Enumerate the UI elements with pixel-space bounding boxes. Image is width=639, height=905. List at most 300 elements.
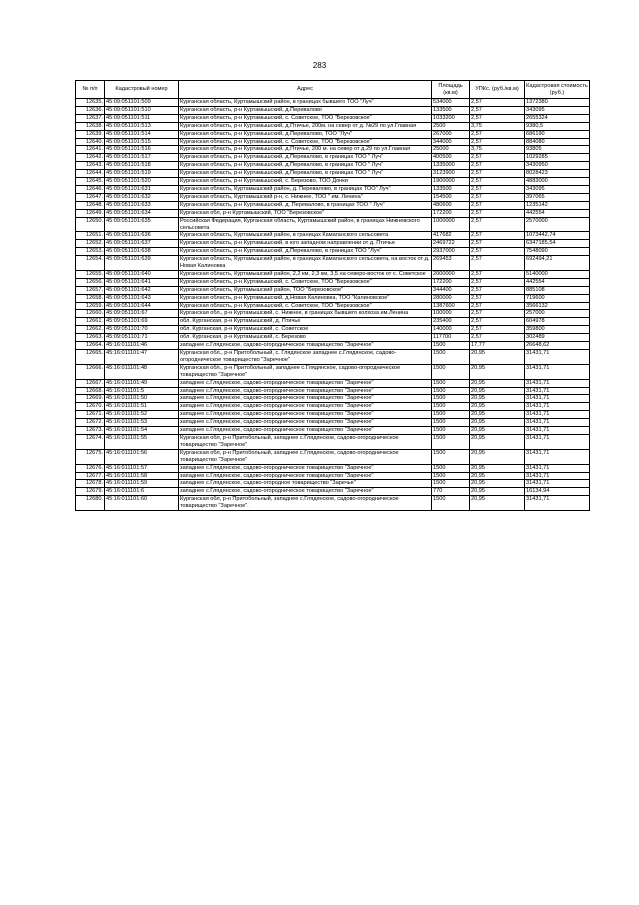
table-row (76, 326, 590, 334)
cell-upks: 20,95 (470, 411, 525, 419)
cell-address: Курганская обл., р-н Притобольный, с. Глядянское западнее с.Глядянское, садово-огородническое товарищество "Заречное" (179, 350, 432, 365)
cell-area: 1000000 (432, 217, 470, 232)
cell-cadastral-number: 45:16:011101:49 (105, 379, 179, 387)
cell-cadastral-number: 45:16:011101:46 (105, 342, 179, 350)
cell-upks: 17,77 (470, 342, 525, 350)
cadastral-table (75, 80, 590, 511)
cell-num: 12651. (76, 232, 105, 240)
cell-upks: 2,57 (470, 162, 525, 170)
table-row (76, 427, 590, 435)
header-address: Адрес (179, 81, 432, 99)
cell-area: 133500 (432, 106, 470, 114)
table-row (76, 464, 590, 472)
cell-cadastral-number: 45:09:051101:631 (105, 185, 179, 193)
cell-address: Курганская область, р-н Куртамышский, д.Птичье, 200м. на север от д. №29 по ул.Главная (179, 122, 432, 130)
cell-upks: 2,57 (470, 209, 525, 217)
cell-address: Курганская область, Куртамышский район, 2,2 км, 2,3 км, 3,5 на северо-восток от с. Советское (179, 270, 432, 278)
cell-upks: 2,57 (470, 326, 525, 334)
table-row (76, 170, 590, 178)
cell-upks: 20,95 (470, 364, 525, 379)
cell-area: 1500 (432, 403, 470, 411)
cell-address: обл. Курганская, р-н Куртамышский, с. Советское (179, 326, 432, 334)
cell-address: Курганская область, р-н Куртамышский, с. Советское, ТОО "Березовское" (179, 278, 432, 286)
cell-cadastral-cost: 31431,71 (525, 411, 590, 419)
cell-address: западнее с.Глядянское, садово-огородническое товарищество "Заречное" (179, 379, 432, 387)
cell-num: 12678. (76, 480, 105, 488)
cell-cadastral-number: 45:09:051101:517 (105, 154, 179, 162)
cell-cadastral-cost: 686190 (525, 130, 590, 138)
cell-num: 12645. (76, 178, 105, 186)
cell-num: 12659. (76, 302, 105, 310)
cell-area: 172200 (432, 209, 470, 217)
cell-upks: 2,57 (470, 130, 525, 138)
cell-cadastral-number: 45:09:051101:642 (105, 286, 179, 294)
cell-cadastral-cost: 302489 (525, 334, 590, 342)
cell-area: 2469722 (432, 240, 470, 248)
cell-cadastral-number: 45:16:011101:55 (105, 434, 179, 449)
cell-cadastral-cost: 31431,71 (525, 496, 590, 511)
cell-address: Курганская обл, р-н Куртамышский, ТОО "Березовское" (179, 209, 432, 217)
table-row (76, 434, 590, 449)
cell-cadastral-number: 45:16:011101:50 (105, 395, 179, 403)
cell-num: 12672. (76, 419, 105, 427)
cell-cadastral-number: 45:16:011101:48 (105, 364, 179, 379)
cell-area: 344400 (432, 286, 470, 294)
cell-cadastral-number: 45:16:011101:60 (105, 496, 179, 511)
cell-cadastral-number: 45:16:011101:54 (105, 427, 179, 435)
cell-cadastral-cost: 26648,62 (525, 342, 590, 350)
table-row (76, 232, 590, 240)
cell-cadastral-number: 45:16:011101:51 (105, 403, 179, 411)
table-row (76, 138, 590, 146)
cell-area: 1387600 (432, 302, 470, 310)
cell-cadastral-cost: 3566132 (525, 302, 590, 310)
cell-address: западнее с.Глядянское, садово-огородническое товарищество "Заречное" (179, 411, 432, 419)
cell-num: 12638. (76, 122, 105, 130)
cell-cadastral-number: 45:16:011101:5 (105, 387, 179, 395)
cell-area: 2500 (432, 122, 470, 130)
cell-num: 12642. (76, 154, 105, 162)
table-row (76, 178, 590, 186)
table-row (76, 114, 590, 122)
cell-upks: 2,57 (470, 278, 525, 286)
table-row (76, 240, 590, 248)
cell-cadastral-cost: 343095 (525, 185, 590, 193)
cell-num: 12680. (76, 496, 105, 511)
cell-num: 12655. (76, 270, 105, 278)
cell-area: 1500 (432, 419, 470, 427)
cell-cadastral-number: 45:09:051101:632 (105, 193, 179, 201)
cell-address: Курганская область, р-н Куртамышский, д.Перевалово, ТОО "Луч" (179, 130, 432, 138)
header-cadastral-number: Кадастровый номер (105, 81, 179, 99)
cell-num: 12670. (76, 403, 105, 411)
cell-address: обл. Курганская, р-н Куртамышский, с. Березово (179, 334, 432, 342)
cell-cadastral-number: 45:16:011101:57 (105, 464, 179, 472)
cell-address: западнее с.Глядянское, садово-огородническое товарищество "Заречное" (179, 427, 432, 435)
cell-num: 12653. (76, 248, 105, 256)
cell-cadastral-cost: 7548090 (525, 248, 590, 256)
cell-num: 12658. (76, 294, 105, 302)
cell-num: 12677. (76, 472, 105, 480)
cell-cadastral-cost: 31431,71 (525, 419, 590, 427)
table-row (76, 449, 590, 464)
cell-address: Курганская область, р-н Куртамышский, д.Новая Калиновка, ТОО "Калиновское" (179, 294, 432, 302)
cell-area: 1500 (432, 387, 470, 395)
cell-area: 1900000 (432, 178, 470, 186)
cell-address: западнее с.Глядянское, садово-огородническое товарищество "Заречное" (179, 403, 432, 411)
cell-address: Курганская область, р-н Куртамышский, д.Перевалово, в границах ТОО " Луч" (179, 162, 432, 170)
table-row (76, 122, 590, 130)
cell-cadastral-cost: 719600 (525, 294, 590, 302)
table-row (76, 286, 590, 294)
table-row (76, 395, 590, 403)
cell-cadastral-number: 45:16:011101:53 (105, 419, 179, 427)
cell-cadastral-number: 45:09:051101:635 (105, 217, 179, 232)
cell-upks: 2,57 (470, 138, 525, 146)
cell-address: Курганская область, Куртамышский р-н, с. Нижнее, ТОО " им. Ленина" (179, 193, 432, 201)
cell-upks: 2,57 (470, 256, 525, 271)
cell-upks: 20,95 (470, 427, 525, 435)
cell-upks: 2,57 (470, 302, 525, 310)
cell-cadastral-cost: 257000 (525, 310, 590, 318)
table-row (76, 302, 590, 310)
cell-address: Курганская область, Куртамышский район, в границах бывшего ТОО "Луч" (179, 99, 432, 107)
table-row (76, 334, 590, 342)
cell-area: 3123900 (432, 170, 470, 178)
cell-cadastral-number: 45:09:051101:633 (105, 201, 179, 209)
cell-cadastral-number: 45:09:051101:519 (105, 170, 179, 178)
cell-upks: 2,57 (470, 248, 525, 256)
cell-address: Курганская обл, р-н Притобольный, западнее с.Глядянское, садово-огородническое товарищество "Заречное". (179, 496, 432, 511)
cell-cadastral-number: 45:09:051101:641 (105, 278, 179, 286)
cell-upks: 20,95 (470, 488, 525, 496)
cell-num: 12660. (76, 310, 105, 318)
cell-area: 1033200 (432, 114, 470, 122)
table-row (76, 278, 590, 286)
cell-cadastral-cost: 2655324 (525, 114, 590, 122)
cell-address: западнее с.Глядянское, садово-огородническое товарищество "Заречное" (179, 342, 432, 350)
table-row (76, 130, 590, 138)
cell-num: 12676. (76, 464, 105, 472)
cell-area: 1500 (432, 472, 470, 480)
cell-upks: 2,57 (470, 232, 525, 240)
cell-num: 12647. (76, 193, 105, 201)
cell-num: 12661. (76, 318, 105, 326)
cell-address: Курганская область, р-н Куртамышский, с. Советское, ТОО "Березовское" (179, 138, 432, 146)
cell-area: 770 (432, 488, 470, 496)
cell-num: 12654. (76, 256, 105, 271)
cell-cadastral-cost: 31431,71 (525, 449, 590, 464)
cell-cadastral-cost: 2570000 (525, 217, 590, 232)
cell-upks: 2,57 (470, 99, 525, 107)
cell-address: Курганская область, р-н Куртамышский, с. Советское, ТОО "Березовское" (179, 302, 432, 310)
cell-address: Курганская область, р-н Куртамышский, д.Птичье, 200 м. на север от д.29 по ул.Главная (179, 146, 432, 154)
cell-upks: 2,57 (470, 114, 525, 122)
cell-cadastral-number: 45:09:051101:634 (105, 209, 179, 217)
cell-num: 12637. (76, 114, 105, 122)
cell-cadastral-cost: 359800 (525, 326, 590, 334)
cell-upks: 20,95 (470, 480, 525, 488)
cell-cadastral-number: 45:09:051101:639 (105, 256, 179, 271)
cell-cadastral-number: 45:16:011101:59 (105, 480, 179, 488)
cell-address: Курганская область, р-н Куртамышский, в юго западном направлении от д. Птичье (179, 240, 432, 248)
cell-area: 1500 (432, 364, 470, 379)
cell-num: 12649. (76, 209, 105, 217)
cell-cadastral-number: 45:09:051101:636 (105, 232, 179, 240)
cell-upks: 2,57 (470, 294, 525, 302)
cell-area: 1500 (432, 449, 470, 464)
cell-cadastral-number: 45:16:011101:56 (105, 449, 179, 464)
cell-cadastral-number: 45:09:051101:643 (105, 294, 179, 302)
cell-area: 140000 (432, 326, 470, 334)
cell-cadastral-cost: 604978 (525, 318, 590, 326)
cell-upks: 2,57 (470, 154, 525, 162)
cell-area: 417682 (432, 232, 470, 240)
cell-num: 12639. (76, 130, 105, 138)
cell-cadastral-number: 45:09:051101:71 (105, 334, 179, 342)
cell-cadastral-cost: 31431,71 (525, 350, 590, 365)
cell-upks: 3,75 (470, 122, 525, 130)
table-row (76, 472, 590, 480)
cell-cadastral-number: 45:09:051101:644 (105, 302, 179, 310)
header-num: № п/п (76, 81, 105, 99)
table-row (76, 193, 590, 201)
cell-cadastral-number: 45:16:011101:58 (105, 472, 179, 480)
cell-upks: 2,57 (470, 318, 525, 326)
table-row (76, 154, 590, 162)
table-row (76, 201, 590, 209)
cell-area: 534000 (432, 99, 470, 107)
table-row (76, 106, 590, 114)
table-row (76, 379, 590, 387)
cell-cadastral-number: 45:09:051101:637 (105, 240, 179, 248)
cell-cadastral-number: 45:09:051101:638 (105, 248, 179, 256)
cell-address: Курганская обл, р-н Притобольный, западнее с.Глядянское, садово-огородническое товарищество "Заречное" (179, 434, 432, 449)
cell-cadastral-cost: 3430950 (525, 162, 590, 170)
cell-cadastral-cost: 1372380 (525, 99, 590, 107)
cell-upks: 2,57 (470, 286, 525, 294)
cell-area: 1500 (432, 350, 470, 365)
cell-cadastral-cost: 31431,71 (525, 395, 590, 403)
cell-upks: 20,95 (470, 449, 525, 464)
cell-area: 117700 (432, 334, 470, 342)
cell-cadastral-cost: 343095 (525, 106, 590, 114)
cell-address: западнее с.Глядянское, садово-огородное товарищество "Заречье" (179, 480, 432, 488)
cell-area: 1500 (432, 411, 470, 419)
table-row (76, 411, 590, 419)
cell-address: Курганская область, р-н Куртамышский, д.Перевалово, в границах ТОО "Луч" (179, 248, 432, 256)
header-area: Площадь (кв.м) (432, 81, 470, 99)
cell-num: 12663. (76, 334, 105, 342)
cell-cadastral-cost: 1073442,74 (525, 232, 590, 240)
cell-cadastral-cost: 31431,71 (525, 379, 590, 387)
table-row (76, 256, 590, 271)
cell-address: Курганская обл, р-н Притобольный, западнее с.Глядянское, садово-огородническое товарищество "Заречное" (179, 449, 432, 464)
cell-cadastral-cost: 31431,71 (525, 472, 590, 480)
cell-address: Российская Федерация, Курганская область, Куртамышский район, в границах Нижневского сельсовета (179, 217, 432, 232)
cell-cadastral-cost: 16134,94 (525, 488, 590, 496)
cell-num: 12657. (76, 286, 105, 294)
table-row (76, 488, 590, 496)
cell-upks: 20,95 (470, 395, 525, 403)
cell-num: 12644. (76, 170, 105, 178)
cell-address: Курганская область, Куртамышский район, в границах Камаганского сельсовета, на восток от д. Новая Калиновка (179, 256, 432, 271)
cell-area: 280000 (432, 294, 470, 302)
table-row (76, 318, 590, 326)
cell-area: 1500 (432, 379, 470, 387)
cell-area: 172200 (432, 278, 470, 286)
cell-cadastral-cost: 4883000 (525, 178, 590, 186)
cell-cadastral-number: 45:09:051101:516 (105, 146, 179, 154)
cell-address: западнее с.Глядянское, садово-огородническое товарищество "Заречное" (179, 387, 432, 395)
cell-upks: 2,57 (470, 217, 525, 232)
cell-cadastral-number: 45:09:051101:509 (105, 99, 179, 107)
cell-address: Курганская область, Куртамышский район, в границах Камаганского сельсовета (179, 232, 432, 240)
cell-cadastral-number: 45:09:051101:514 (105, 130, 179, 138)
cell-area: 1500 (432, 342, 470, 350)
cell-area: 100000 (432, 310, 470, 318)
cell-address: западнее с.Глядянское, садово-огородническое товарищество "Заречное" (179, 395, 432, 403)
cell-cadastral-number: 45:16:011101:52 (105, 411, 179, 419)
table-row (76, 217, 590, 232)
cell-cadastral-cost: 31431,71 (525, 364, 590, 379)
cell-address: Курганская обл., р-н Куртамышский, с. Нижнее, в границах бывшего колхоза им.Ленина (179, 310, 432, 318)
table-row (76, 364, 590, 379)
table-header-row (76, 81, 590, 99)
table-row (76, 99, 590, 107)
cell-cadastral-number: 45:16:011101:47 (105, 350, 179, 365)
cell-cadastral-cost: 885108 (525, 286, 590, 294)
cell-area: 154500 (432, 193, 470, 201)
table-row (76, 248, 590, 256)
cell-area: 1500 (432, 395, 470, 403)
cell-address: Курганская область, Куртамышский район, ТОО "Березовское" (179, 286, 432, 294)
cell-upks: 2,57 (470, 334, 525, 342)
cell-address: западнее с.Глядянское, садово-огородническое товарищество "Заречное" (179, 472, 432, 480)
cell-cadastral-number: 45:09:051101:520 (105, 178, 179, 186)
cell-cadastral-number: 45:09:051101:510 (105, 106, 179, 114)
cell-cadastral-number: 45:09:051101:69 (105, 318, 179, 326)
cell-cadastral-number: 45:09:051101:515 (105, 138, 179, 146)
cell-num: 12646. (76, 185, 105, 193)
cell-cadastral-number: 45:09:051101:70 (105, 326, 179, 334)
cell-cadastral-cost: 1029285 (525, 154, 590, 162)
table-row (76, 162, 590, 170)
table-row (76, 387, 590, 395)
cell-num: 12671. (76, 411, 105, 419)
cell-cadastral-cost: 6347185,54 (525, 240, 590, 248)
cell-cadastral-number: 45:09:051101:511 (105, 114, 179, 122)
cell-area: 267000 (432, 130, 470, 138)
cell-num: 12650. (76, 217, 105, 232)
cell-area: 1500 (432, 464, 470, 472)
cell-address: Курганская область, Куртамышский район, д. Перевалово, в границах ТОО" Луч" (179, 185, 432, 193)
cell-area: 2000000 (432, 270, 470, 278)
cell-upks: 2,57 (470, 270, 525, 278)
cell-area: 1500 (432, 496, 470, 511)
cell-num: 12675. (76, 449, 105, 464)
cell-area: 1500 (432, 427, 470, 435)
cell-area: 133500 (432, 185, 470, 193)
cell-upks: 3,75 (470, 146, 525, 154)
cell-cadastral-cost: 397065 (525, 193, 590, 201)
table-row (76, 342, 590, 350)
table-row (76, 146, 590, 154)
cell-cadastral-cost: 31431,71 (525, 403, 590, 411)
table-row (76, 270, 590, 278)
cell-num: 12656. (76, 278, 105, 286)
table-row (76, 350, 590, 365)
table-row (76, 185, 590, 193)
cell-address: западнее с.Глядянское, садово-огородническое товарищество "Заречное" (179, 419, 432, 427)
cell-area: 2937000 (432, 248, 470, 256)
cell-cadastral-number: 45:09:051101:67 (105, 310, 179, 318)
cell-cadastral-cost: 692494,21 (525, 256, 590, 271)
cell-num: 12635. (76, 99, 105, 107)
cell-num: 12662. (76, 326, 105, 334)
cell-upks: 20,95 (470, 403, 525, 411)
cell-address: западнее с.Глядянское, садово-огородническое товарищество "Заречное" (179, 488, 432, 496)
cell-cadastral-number: 45:16:011101:6 (105, 488, 179, 496)
cell-num: 12673. (76, 427, 105, 435)
cell-upks: 20,95 (470, 387, 525, 395)
cell-cadastral-cost: 884080 (525, 138, 590, 146)
cell-address: западнее с.Глядянское, садово-огородническое товарищество "Заречное" (179, 464, 432, 472)
cell-upks: 2,57 (470, 201, 525, 209)
cell-cadastral-cost: 1235142 (525, 201, 590, 209)
cell-cadastral-cost: 31431,71 (525, 427, 590, 435)
cell-upks: 20,95 (470, 379, 525, 387)
cell-address: обл. Курганская, р-н Куртамышский, д. Птичье (179, 318, 432, 326)
cell-upks: 2,57 (470, 185, 525, 193)
page-number: 283 (312, 61, 327, 70)
table-body (76, 99, 590, 511)
cell-num: 12641. (76, 146, 105, 154)
cell-num: 12648. (76, 201, 105, 209)
cell-address: Курганская область, р-н Куртамышский, д. Перевалово, в границах ТОО " Луч" (179, 201, 432, 209)
cell-upks: 2,57 (470, 178, 525, 186)
cell-num: 12636. (76, 106, 105, 114)
cell-upks: 2,57 (470, 106, 525, 114)
cell-address: Курганская область, р-н Куртамышский, д.Перевалово, в границах ТОО " Луч" (179, 170, 432, 178)
cell-upks: 20,95 (470, 472, 525, 480)
cell-area: 480600 (432, 201, 470, 209)
cell-area: 1500 (432, 434, 470, 449)
cell-num: 12679. (76, 488, 105, 496)
cell-num: 12643. (76, 162, 105, 170)
table-row (76, 480, 590, 488)
cell-num: 12674. (76, 434, 105, 449)
cell-num: 12668. (76, 387, 105, 395)
cell-cadastral-cost: 9380,5 (525, 122, 590, 130)
cell-area: 235400 (432, 318, 470, 326)
cell-cadastral-cost: 93805 (525, 146, 590, 154)
cell-address: Курганская обл., р-н Притобольный, западнее с.Глядянское, садово-огородническое товарищество "Заречное" (179, 364, 432, 379)
cell-cadastral-cost: 31431,71 (525, 387, 590, 395)
cell-cadastral-number: 45:09:051101:518 (105, 162, 179, 170)
cell-area: 400500 (432, 154, 470, 162)
table-row (76, 496, 590, 511)
cell-upks: 20,95 (470, 350, 525, 365)
cell-upks: 20,95 (470, 496, 525, 511)
cell-upks: 2,57 (470, 240, 525, 248)
cell-cadastral-cost: 442554 (525, 209, 590, 217)
table-row (76, 310, 590, 318)
cell-num: 12665. (76, 350, 105, 365)
cell-upks: 2,57 (470, 170, 525, 178)
cell-num: 12669. (76, 395, 105, 403)
cell-area: 269453 (432, 256, 470, 271)
